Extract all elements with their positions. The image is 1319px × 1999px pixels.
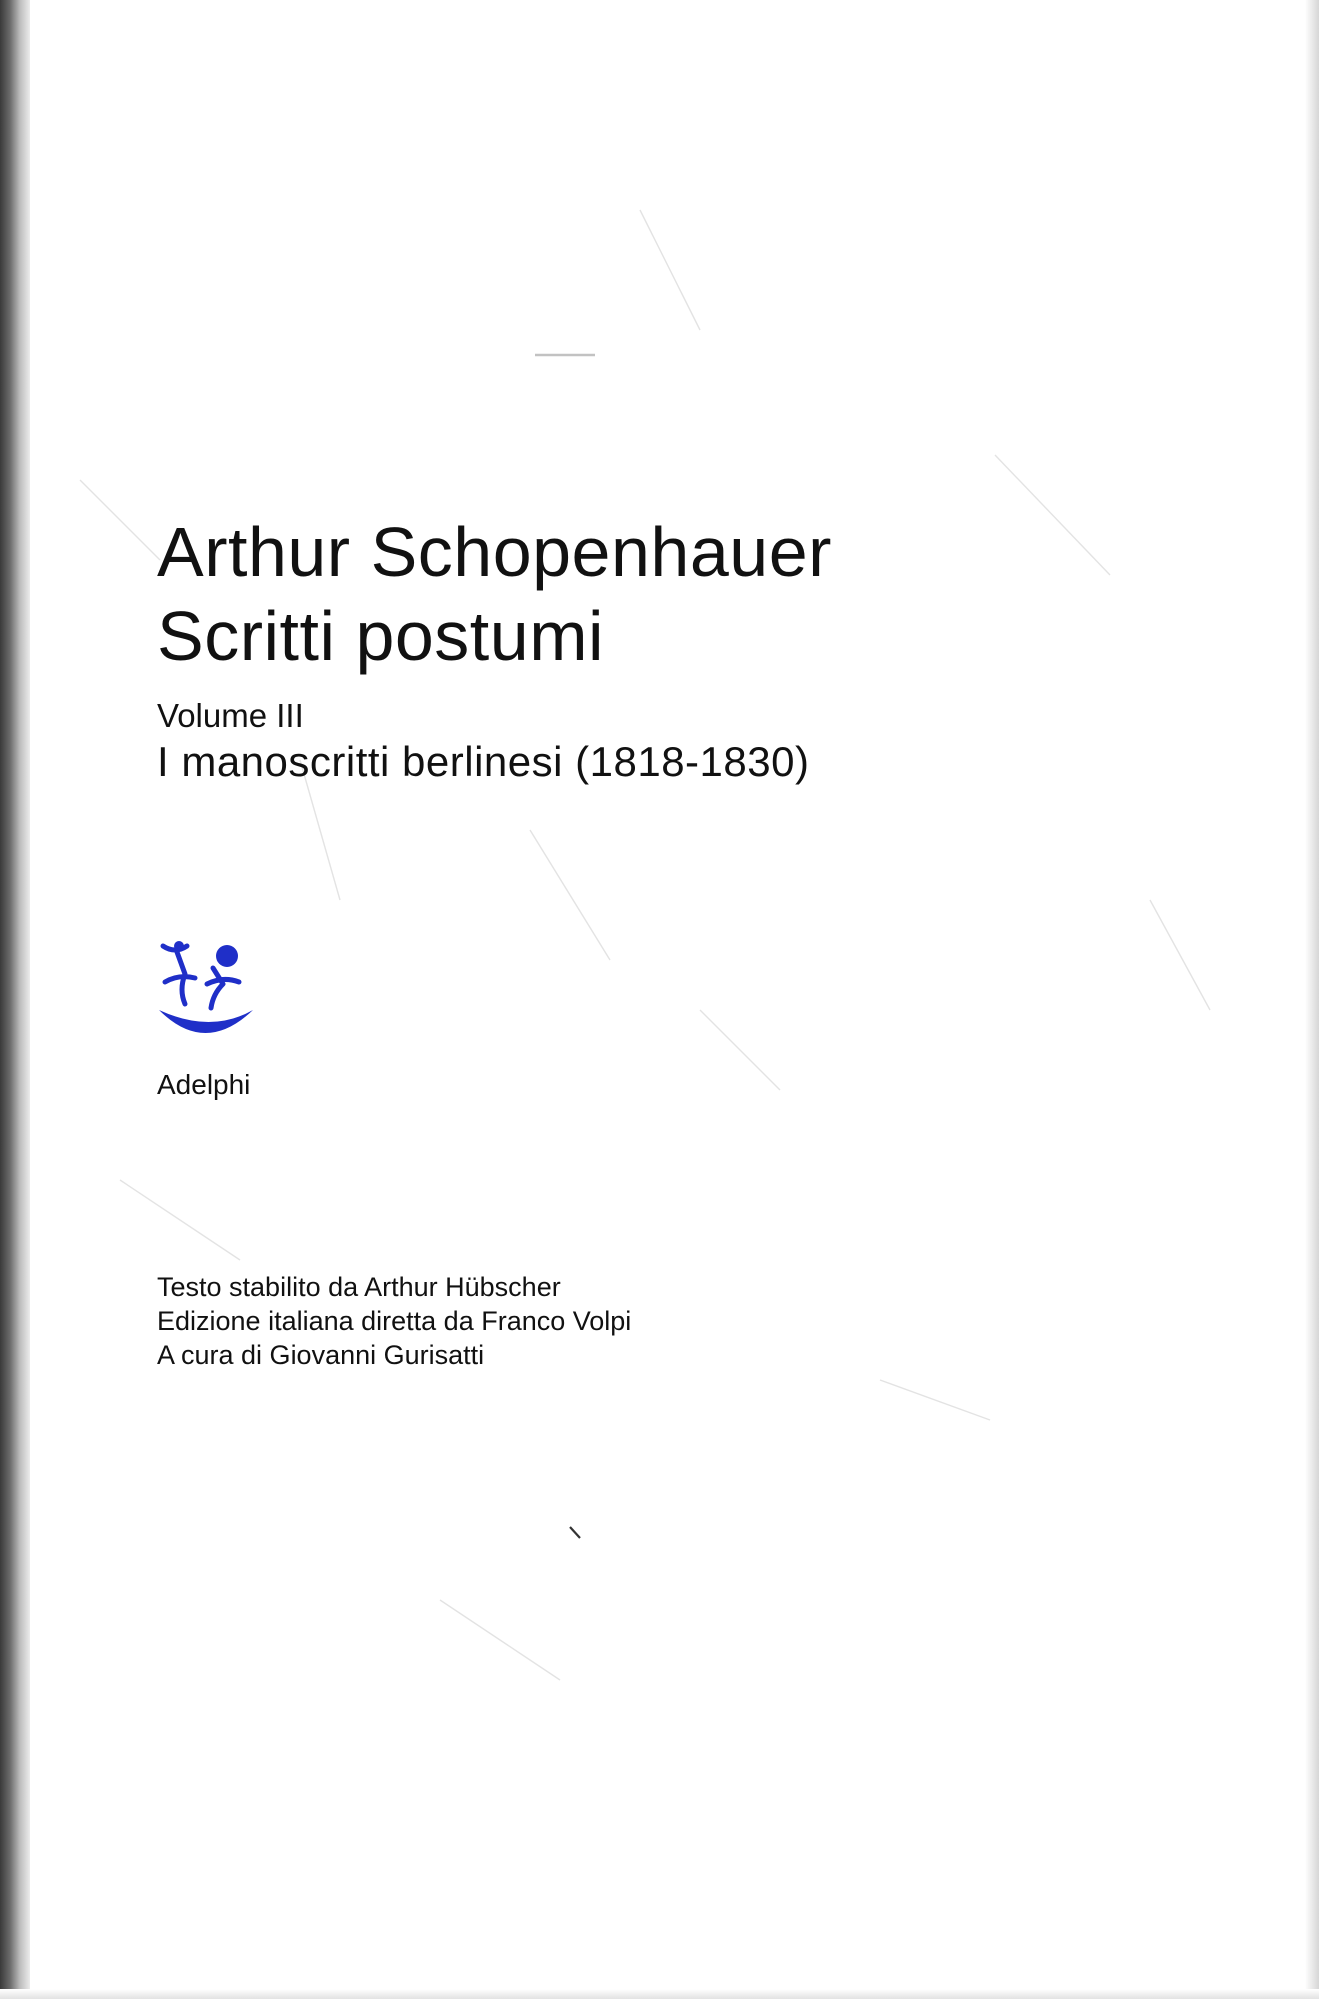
adelphi-logo-icon xyxy=(155,938,261,1050)
title-block xyxy=(157,510,1157,788)
cover-right-edge xyxy=(1305,0,1319,1999)
volume-subtitle: I manoscritti berlinesi (1818-1830) xyxy=(157,738,810,785)
credit-line-direction: Edizione italiana diretta da Franco Volpi xyxy=(157,1306,632,1336)
cover-spine-edge xyxy=(0,0,30,1999)
editorial-credits xyxy=(157,1270,631,1372)
volume-number: Volume III xyxy=(157,697,304,734)
credit-line-text: Testo stabilito da Arthur Hübscher xyxy=(157,1272,561,1302)
cover-bottom-edge xyxy=(0,1989,1319,1999)
credit-line-editor: A cura di Giovanni Gurisatti xyxy=(157,1340,485,1370)
book-title: Scritti postumi xyxy=(157,597,605,675)
author-name: Arthur Schopenhauer xyxy=(157,513,832,591)
publisher-name: Adelphi xyxy=(157,1069,251,1100)
